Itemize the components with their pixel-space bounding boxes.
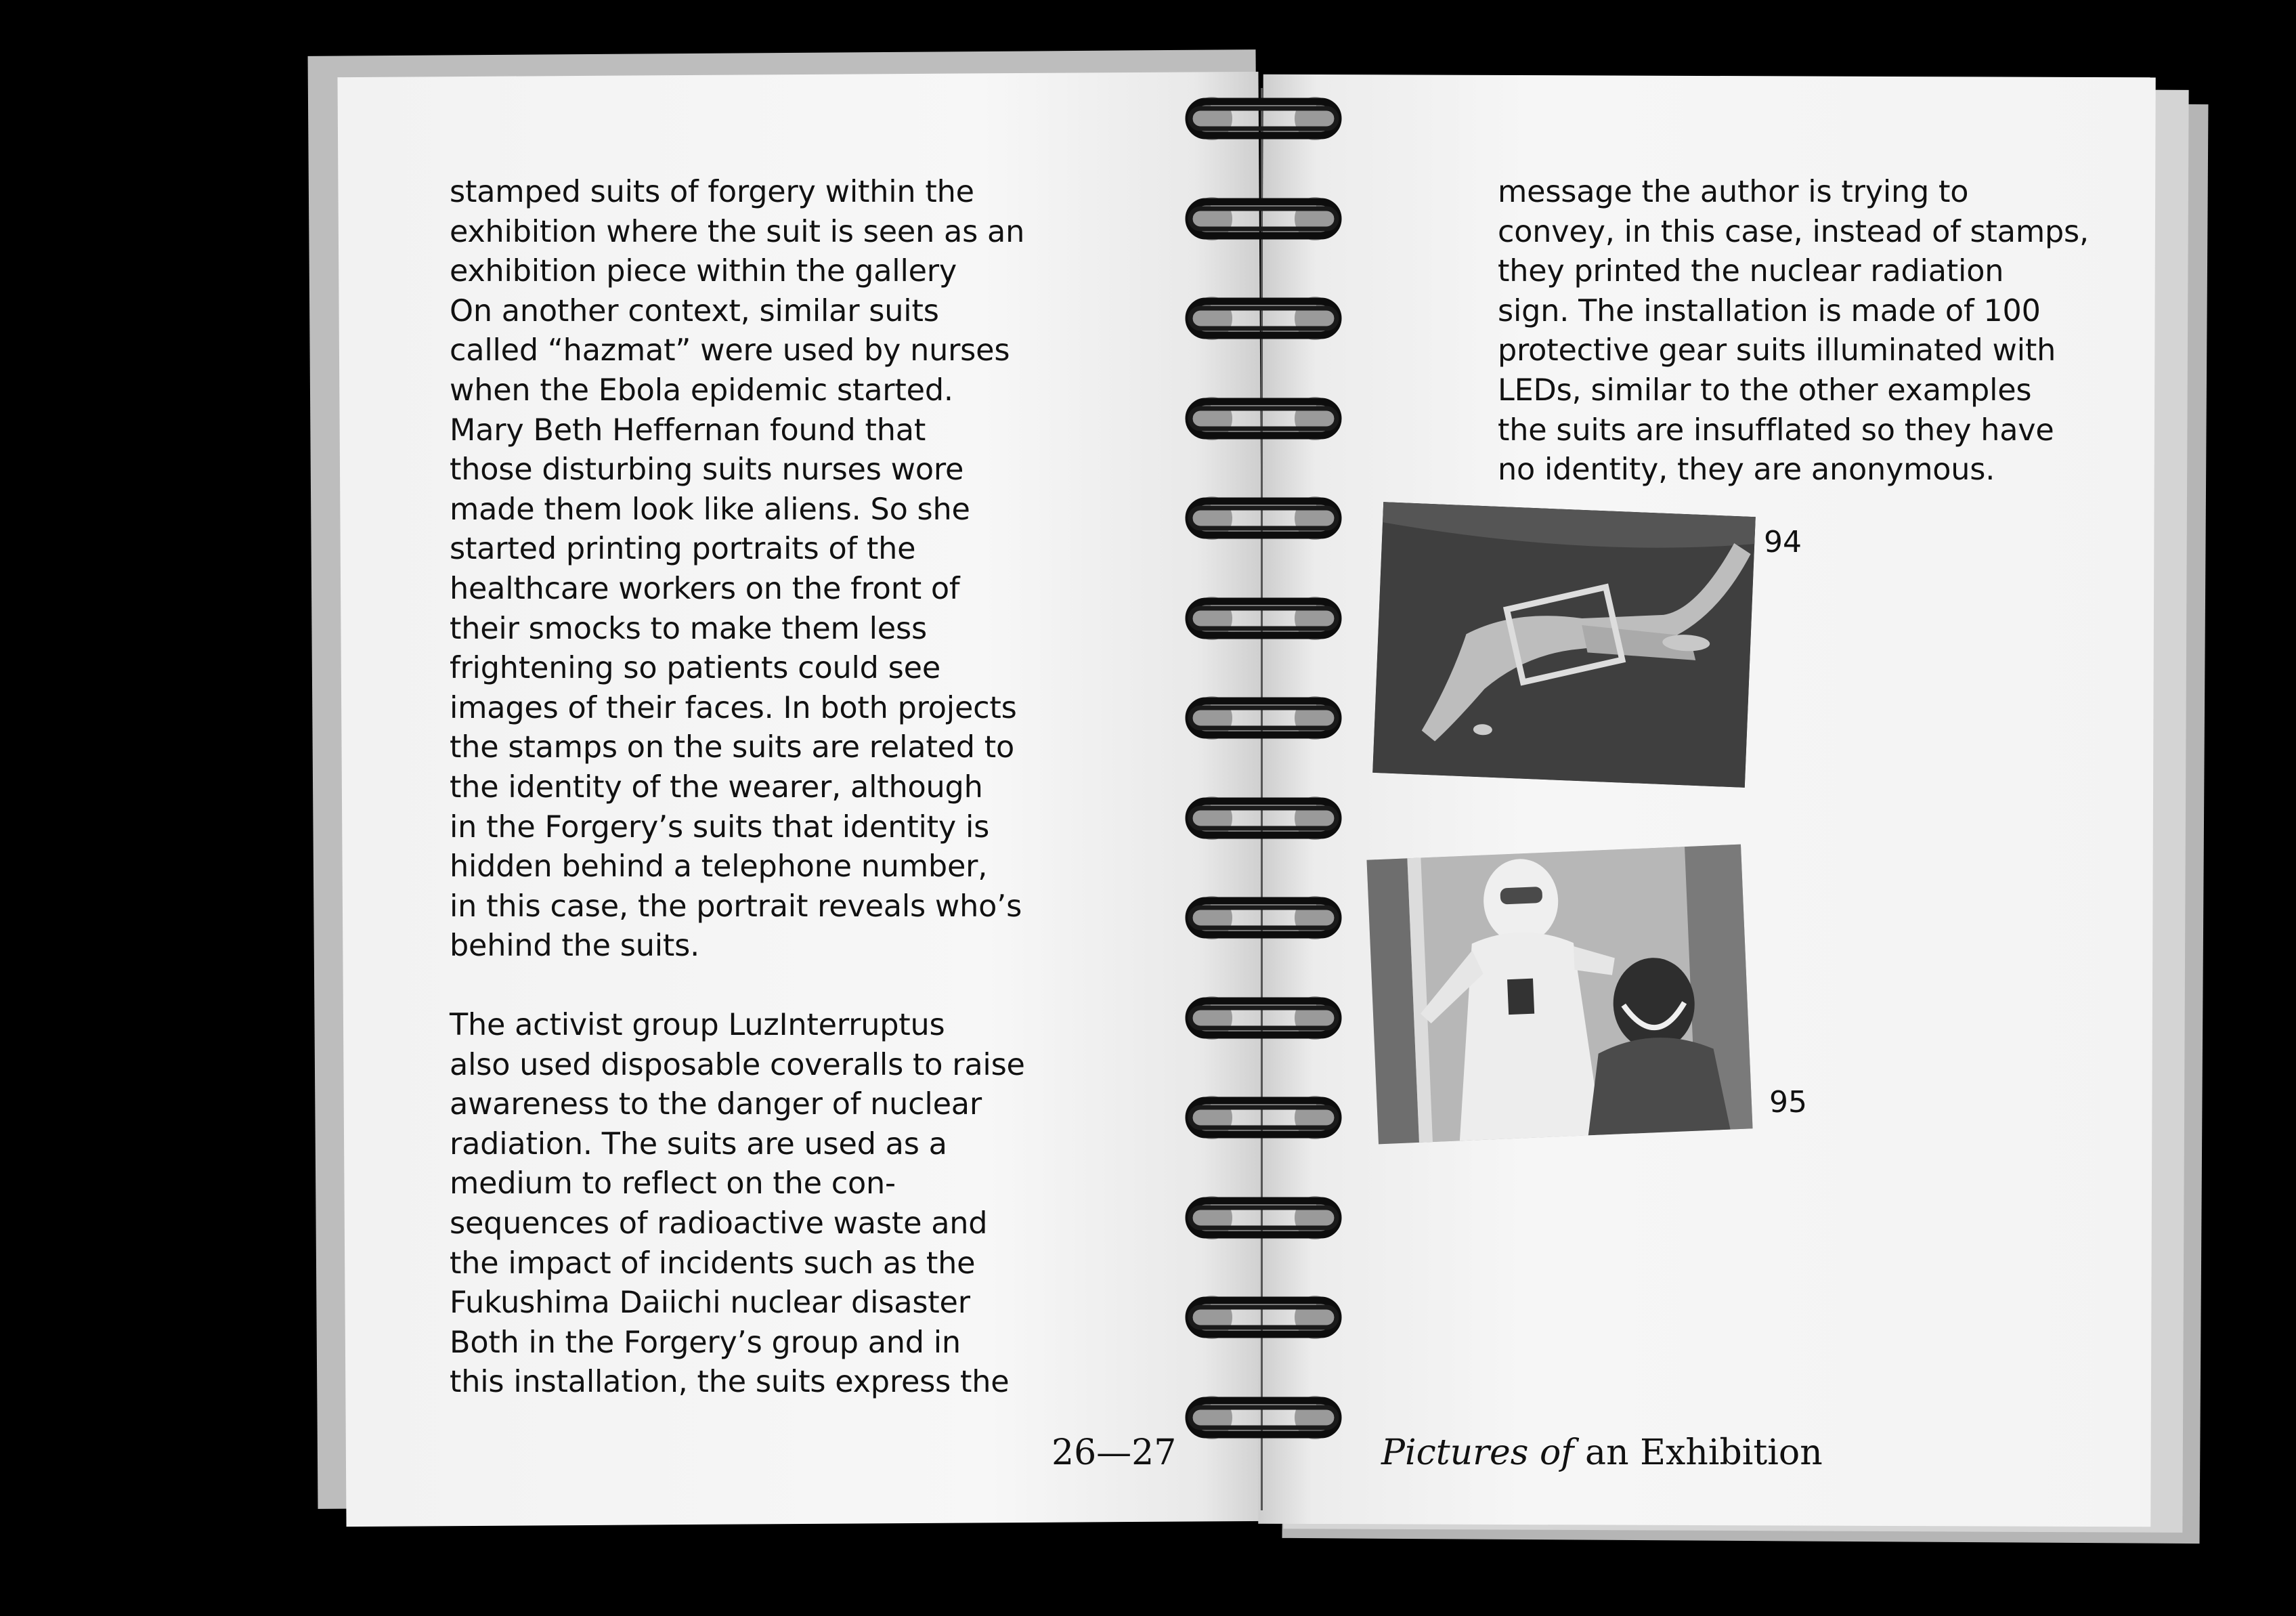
figure-94-photo (1372, 502, 1756, 788)
spiral-coil (1184, 1291, 1343, 1344)
left-page-paragraph-1: stamped suits of forgery within the exhibition where the suit is seen as an exhibition piece within the gallery On another context, similar suits called “hazmat” were used by nurses when the Ebola epidemic started. Mary Beth Heffernan found that those disturbing suits nurses wore made them look like aliens. So she started printing portraits of the healthcare workers on the front of their smocks to make them less frightening so patients could see images of their faces. In both projects the stamps on the suits are related to the identity of the wearer, although in the Forgery’s suits that identity is hidden behind a telephone number, in this case, the portrait reveals who’s behind the suits. (450, 175, 1025, 964)
running-title-roman: an Exhibition (1574, 1432, 1823, 1473)
figure-95-photo (1366, 845, 1752, 1145)
spiral-coil (1184, 1191, 1343, 1244)
spiral-coil (1184, 1091, 1343, 1144)
spiral-coil (1184, 392, 1343, 445)
running-title-italic: Pictures of (1381, 1432, 1574, 1473)
spiral-coil (1184, 1391, 1343, 1444)
spiral-coil (1184, 492, 1343, 545)
spiral-coil (1184, 692, 1343, 744)
figure-95-image (1366, 845, 1752, 1145)
spiral-coil (1184, 592, 1343, 645)
figure-95-number: 95 (1769, 1085, 1807, 1120)
spiral-coil (1184, 891, 1343, 944)
left-page-paragraph-2: The activist group LuzInterruptus also used disposable coveralls to raise awareness to the danger of nuclear radiation. The suits are used as a medium to reflect on the con- sequences of radioactive waste and the impact of incidents such as the Fukushima Daiichi nuclear disaster Both in the Forgery’s group and in this installation, the suits express the (450, 1008, 1025, 1400)
spiral-coil (1184, 192, 1343, 245)
right-page-paragraph-1: message the author is trying to convey, in this case, instead of stamps, they printed the nuclear radiation sign. The installation is made of 100 protective gear suits illuminated with LEDs, similar to the other examples the suits are insufflated so they have no identity, they are anonymous. (1498, 175, 2089, 488)
figure-94-image (1372, 502, 1756, 788)
running-title (1381, 1432, 1823, 1473)
page-numbers: 26—27 (1052, 1432, 1177, 1473)
figure-94-number: 94 (1764, 525, 1802, 559)
spiral-coil (1184, 92, 1343, 145)
spiral-coil (1184, 992, 1343, 1044)
spiral-coil (1184, 792, 1343, 845)
spiral-coil (1184, 292, 1343, 345)
